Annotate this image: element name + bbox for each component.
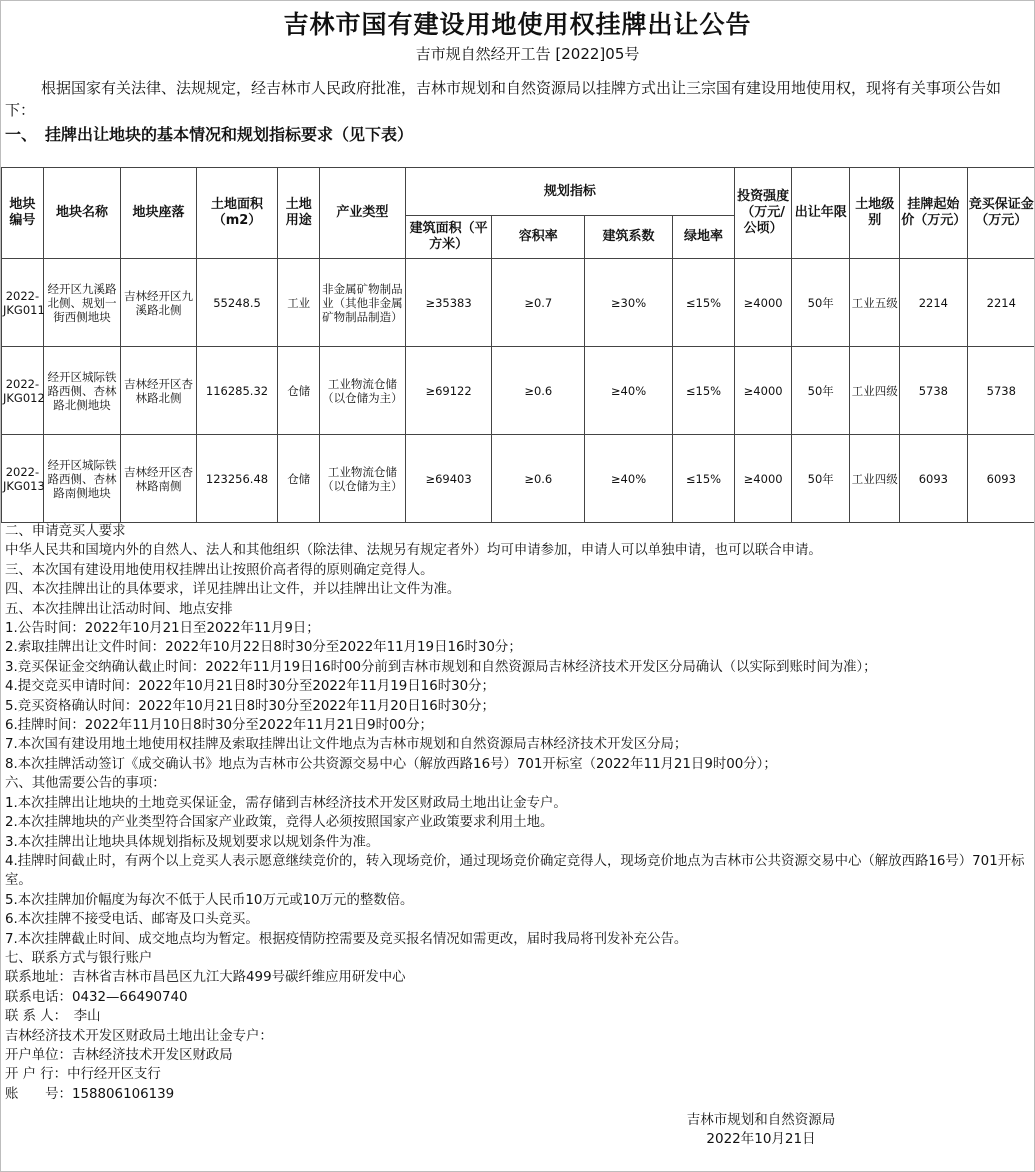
cell-term: 50年 [792, 347, 850, 435]
header-planning: 规划指标 [405, 168, 734, 216]
signature-org: 吉林市规划和自然资源局 [686, 1112, 836, 1128]
cell-far: ≥0.6 [492, 347, 585, 435]
cell-area: 116285.32 [196, 347, 278, 435]
cell-area: 55248.5 [196, 259, 278, 347]
cell-build-area: ≥69403 [405, 435, 492, 523]
cell-area: 123256.48 [196, 435, 278, 523]
section-1-heading: 一、 挂牌出让地块的基本情况和规划指标要求（见下表） [5, 125, 414, 144]
bank-account-unit: 开户单位：吉林经济技术开发区财政局 [5, 1047, 233, 1063]
other-item: 7.本次挂牌截止时间、成交地点均为暂定。根据疫情防控需要及竞买报名情况如需更改，届时我局将刊发补充公告。 [5, 931, 688, 947]
plots-table [1, 167, 1035, 523]
cell-location: 吉林经开区杏林路北侧 [121, 347, 196, 435]
cell-density: ≥30% [585, 259, 673, 347]
cell-build-area: ≥35383 [405, 259, 492, 347]
cell-grade: 工业四级 [850, 347, 900, 435]
cell-location: 吉林经开区九溪路北侧 [121, 259, 196, 347]
header-far: 容积率 [492, 216, 585, 259]
section-5-heading: 五、本次挂牌出让活动时间、地点安排 [5, 601, 233, 617]
cell-green: ≤15% [672, 259, 734, 347]
contact-person: 联 系 人： 李山 [5, 1009, 101, 1025]
cell-plot-no: 2022-JKG011 [2, 259, 44, 347]
other-item: 1.本次挂牌出让地块的土地竞买保证金，需存储到吉林经济技术开发区财政局土地出让金专户。 [5, 795, 567, 811]
header-build-area: 建筑面积（平方米） [405, 216, 492, 259]
other-item: 4.挂牌时间截止时，有两个以上竞买人表示愿意继续竞价的，转入现场竞价，通过现场竞价确定竞得人，现场竞价地点为吉林市公共资源交易中心（解放西路16号）701开标室。 [5, 853, 1025, 889]
other-item: 3.本次挂牌出让地块具体规划指标及规划要求以规划条件为准。 [5, 834, 380, 850]
cell-term: 50年 [792, 259, 850, 347]
other-item: 2.本次挂牌地块的产业类型符合国家产业政策，竞得人必须按照国家产业政策要求利用土地。 [5, 815, 554, 831]
schedule-item: 2.索取挂牌出让文件时间：2022年10月22日8时30分至2022年11月19日16时30分； [5, 640, 522, 656]
cell-density: ≥40% [585, 435, 673, 523]
header-grade: 土地级别 [850, 168, 900, 259]
cell-far: ≥0.7 [492, 259, 585, 347]
schedule-item: 6.挂牌时间：2022年11月10日8时30分至2022年11月21日9时00分； [5, 718, 433, 734]
cell-deposit: 2214 [967, 259, 1035, 347]
cell-industry: 非金属矿物制品业（其他非金属矿物制品制造） [320, 259, 406, 347]
cell-deposit: 6093 [967, 435, 1035, 523]
page-title: 吉林市国有建设用地使用权挂牌出让公告 [283, 10, 752, 39]
header-invest: 投资强度（万元/公顷） [735, 168, 792, 259]
header-green: 绿地率 [672, 216, 734, 259]
table-row [2, 435, 1035, 523]
cell-industry: 工业物流仓储（以仓储为主） [320, 347, 406, 435]
contact-phone: 联系电话：0432—66490740 [5, 989, 188, 1005]
cell-use: 仓储 [278, 347, 320, 435]
cell-invest: ≥4000 [735, 435, 792, 523]
other-item: 5.本次挂牌加价幅度为每次不低于人民币10万元或10万元的整数倍。 [5, 892, 414, 908]
intro-paragraph: 根据国家有关法律、法规规定，经吉林市人民政府批准，吉林市规划和自然资源局以挂牌方式出让三宗国有建设用地使用权，现将有关事项公告如下： [5, 79, 1002, 119]
other-item: 6.本次挂牌不接受电话、邮寄及口头竞买。 [5, 912, 259, 928]
schedule-item: 1.公告时间：2022年10月21日至2022年11月9日； [5, 621, 320, 637]
header-industry: 产业类型 [320, 168, 406, 259]
header-area: 土地面积（m2） [196, 168, 278, 259]
cell-start-price: 6093 [900, 435, 967, 523]
header-term: 出让年限 [792, 168, 850, 259]
cell-grade: 工业四级 [850, 435, 900, 523]
cell-plot-name: 经开区城际铁路西侧、杏林路北侧地块 [43, 347, 120, 435]
cell-plot-name: 经开区城际铁路西侧、杏林路南侧地块 [43, 435, 120, 523]
schedule-item: 5.竞买资格确认时间：2022年10月21日8时30分至2022年11月20日16时30分； [5, 698, 495, 714]
cell-build-area: ≥69122 [405, 347, 492, 435]
document-number: 吉市规自然经开工告 [2022]05号 [415, 45, 640, 63]
header-plot-no: 地块编号 [2, 168, 44, 259]
announcement-body [5, 522, 1030, 1104]
header-density: 建筑系数 [585, 216, 673, 259]
cell-grade: 工业五级 [850, 259, 900, 347]
signature-date: 2022年10月21日 [706, 1131, 816, 1147]
schedule-item: 3.竞买保证金交纳确认截止时间：2022年11月19日16时00分前到吉林市规划和自然资源局吉林经济技术开发区分局确认（以实际到账时间为准）； [5, 659, 877, 675]
cell-plot-no: 2022-JKG012 [2, 347, 44, 435]
schedule-item: 7.本次国有建设用地土地使用权挂牌及索取挂牌出让文件地点为吉林市规划和自然资源局吉林经济技术开发区分局； [5, 737, 688, 753]
header-use: 土地用途 [278, 168, 320, 259]
section-4-line: 四、本次挂牌出让的具体要求，详见挂牌出让文件，并以挂牌出让文件为准。 [5, 582, 461, 598]
cell-use: 仓储 [278, 435, 320, 523]
cell-use: 工业 [278, 259, 320, 347]
cell-far: ≥0.6 [492, 435, 585, 523]
signature-block [641, 1111, 881, 1149]
cell-invest: ≥4000 [735, 259, 792, 347]
section-3-line: 三、本次国有建设用地使用权挂牌出让按照价高者得的原则确定竞得人。 [5, 562, 434, 578]
cell-plot-no: 2022-JKG013 [2, 435, 44, 523]
bank-account-heading: 吉林经济技术开发区财政局土地出让金专户： [5, 1028, 273, 1044]
cell-invest: ≥4000 [735, 347, 792, 435]
cell-density: ≥40% [585, 347, 673, 435]
bank-name: 开 户 行：中行经开区支行 [5, 1067, 161, 1083]
header-start-price: 挂牌起始价（万元） [900, 168, 967, 259]
header-location: 地块座落 [121, 168, 196, 259]
section-2-heading: 二、申请竞买人要求 [5, 524, 126, 539]
section-6-heading: 六、其他需要公告的事项： [5, 776, 166, 792]
cell-term: 50年 [792, 435, 850, 523]
cell-start-price: 5738 [900, 347, 967, 435]
header-plot-name: 地块名称 [43, 168, 120, 259]
schedule-item: 4.提交竞买申请时间：2022年10月21日8时30分至2022年11月19日16时30分； [5, 679, 495, 695]
text-line: 中华人民共和国境内外的自然人、法人和其他组织（除法律、法规另有规定者外）均可申请参加，申请人可以单独申请，也可以联合申请。 [5, 543, 822, 559]
cell-deposit: 5738 [967, 347, 1035, 435]
cell-green: ≤15% [672, 347, 734, 435]
table-row [2, 347, 1035, 435]
contact-address: 联系地址：吉林省吉林市昌邑区九江大路499号碳纤维应用研发中心 [5, 970, 406, 986]
cell-green: ≤15% [672, 435, 734, 523]
bank-account-number: 账 号：158806106139 [5, 1086, 175, 1102]
cell-location: 吉林经开区杏林路南侧 [121, 435, 196, 523]
cell-plot-name: 经开区九溪路北侧、规划一街西侧地块 [43, 259, 120, 347]
cell-start-price: 2214 [900, 259, 967, 347]
header-deposit: 竞买保证金（万元） [967, 168, 1035, 259]
section-7-heading: 七、联系方式与银行账户 [5, 950, 153, 966]
table-row [2, 259, 1035, 347]
schedule-item: 8.本次挂牌活动签订《成交确认书》地点为吉林市公共资源交易中心（解放西路16号）701开标室（2022年11月21日9时00分）； [5, 756, 777, 772]
cell-industry: 工业物流仓储（以仓储为主） [320, 435, 406, 523]
